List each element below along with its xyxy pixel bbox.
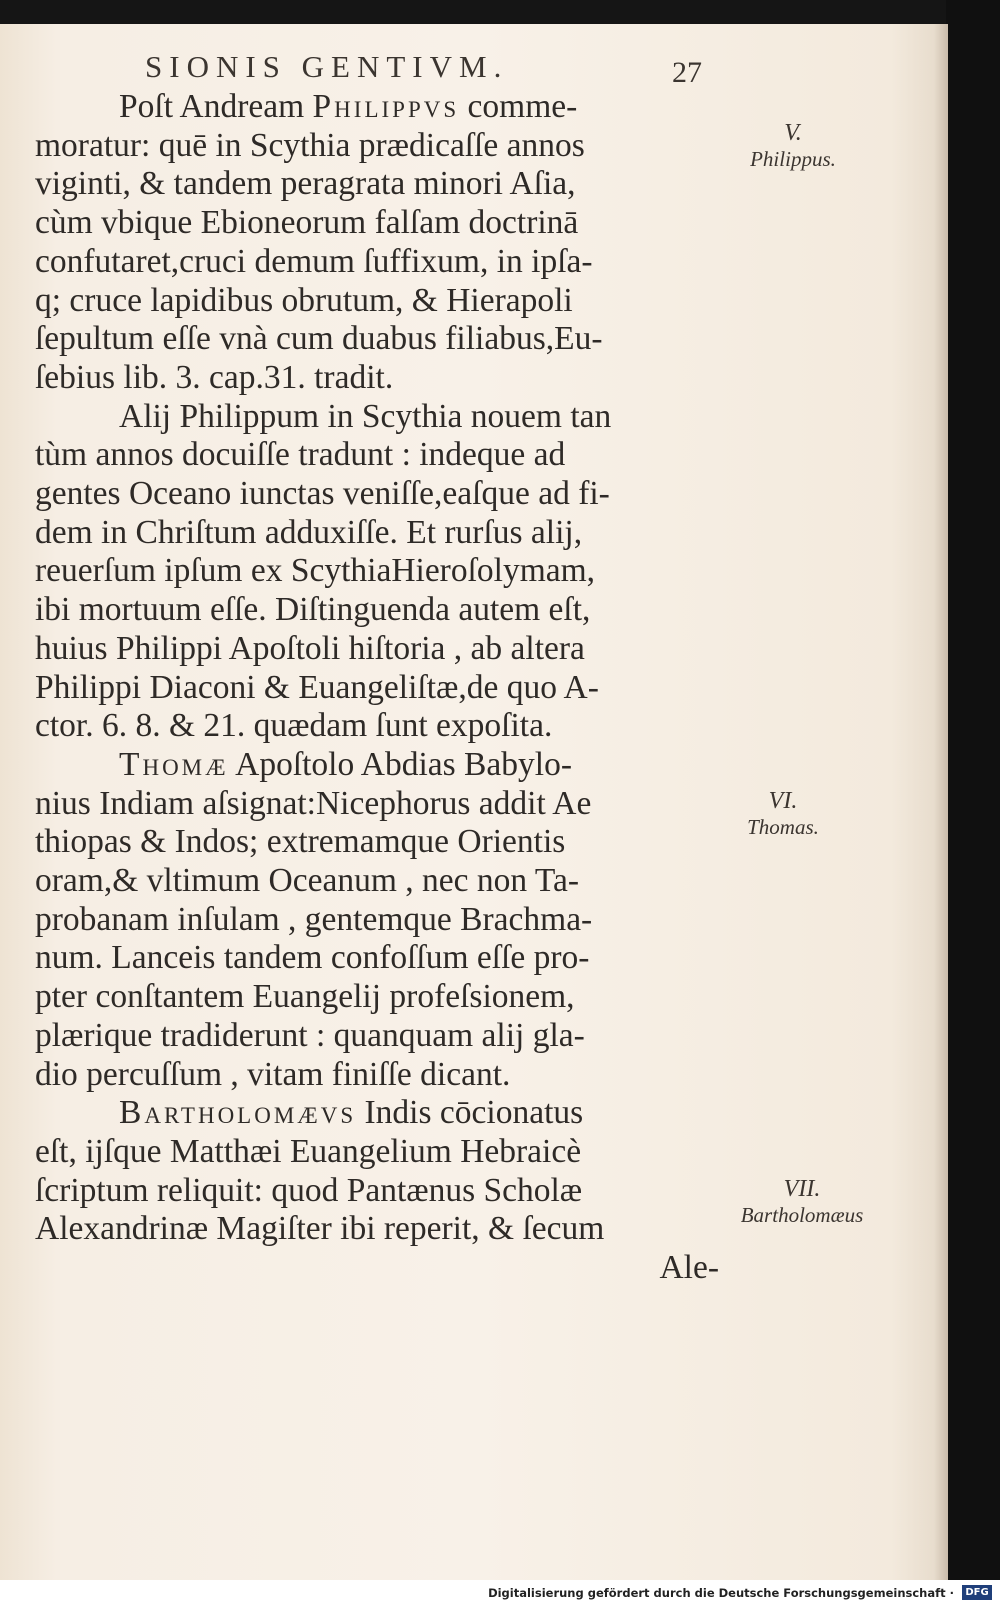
text-line-11: gentes Oceano iunctas veniſſe,eaſque ad fi- — [35, 475, 610, 513]
text-line-6: q; cruce lapidibus obrutum, & Hierapoli — [35, 281, 573, 319]
text-line-16: Philippi Diaconi & Euangeliſtæ,de quo A- — [35, 668, 599, 706]
text-line-13: reuerſum ipſum ex ScythiaHieroſolymam, — [35, 552, 596, 590]
scan-border-top — [0, 0, 1000, 26]
dfg-logo: DFG — [962, 1585, 992, 1600]
text-line-22: probanam inſulam , gentemque Brachma- — [35, 900, 593, 938]
text-line-7: ſepultum eſſe vnà cum duabus filiabus,Eu- — [35, 320, 603, 358]
text-line-8: ſebius lib. 3. cap.31. tradit. — [35, 358, 394, 396]
text-line-10: tùm annos docuiſſe tradunt : indeque ad — [35, 436, 566, 474]
text-line-17: ctor. 6. 8. & 21. quædam ſunt expoſita. — [35, 707, 553, 745]
text-line-9: Alij Philippum in Scythia nouem tan — [119, 397, 612, 435]
funding-credit: Digitalisierung gefördert durch die Deutsche Forschungsgemeinschaft · — [488, 1586, 954, 1600]
running-head: SIONIS GENTIVM. — [145, 49, 509, 84]
page-edge-shadow — [934, 24, 948, 1580]
margin-note-bartholomaeus: VII. Bartholomæus — [740, 1176, 864, 1227]
text-line-27: Bartholomævs Indis cōcionatus — [119, 1094, 584, 1132]
margin-note-thomas: VI. Thomas. — [747, 788, 819, 839]
text-line-20: thiopas & Indos; extremamque Orientis — [35, 823, 566, 861]
text-line-25: plærique tradiderunt : quanquam alij gla- — [35, 1016, 585, 1054]
name-thomas: Thomæ — [119, 745, 229, 783]
text-line-23: num. Lanceis tandem confoſſum eſſe pro- — [35, 939, 590, 977]
page-number: 27 — [672, 56, 702, 89]
text-line-15: huius Philippi Apoſtoli hiſtoria , ab altera — [35, 629, 585, 667]
text-line-2: moratur: quē in Scythia prædicaſſe annos — [35, 126, 585, 164]
text-line-28: eſt, ijſque Matthæi Euangelium Hebraicè — [35, 1132, 582, 1170]
text-line-12: dem in Chriſtum adduxiſſe. Et rurſus alij, — [35, 513, 583, 551]
text-line-5: confutaret,cruci demum ſuffixum, in ipſa- — [35, 242, 593, 280]
text-line-19: nius Indiam aſsignat:Nicephorus addit Ae — [35, 784, 592, 822]
book-page — [0, 24, 948, 1580]
catchword: Ale- — [659, 1249, 719, 1287]
text-line-14: ibi mortuum eſſe. Diſtinguenda autem eſt, — [35, 591, 591, 629]
name-bartholomaeus: Bartholomævs — [119, 1094, 357, 1132]
text-line-30: Alexandrinæ Magiſter ibi reperit, & ſecum — [35, 1210, 605, 1248]
text-line-18: Thomæ Apoſtolo Abdias Babylo- — [119, 745, 572, 783]
text-line-24: pter conſtantem Euangelij profeſsionem, — [35, 978, 575, 1016]
text-line-26: dio percuſſum , vitam finiſſe dicant. — [35, 1055, 511, 1093]
name-philippus: Philippvs — [312, 88, 460, 125]
scan-border-right — [946, 0, 1000, 1583]
text-line-29: ſcriptum reliquit: quod Pantænus Scholæ — [35, 1171, 583, 1209]
text-line-3: viginti, & tandem peragrata minori Aſia, — [35, 165, 576, 203]
margin-note-philippus: V. Philippus. — [750, 120, 836, 171]
text-line-4: cùm vbique Ebioneorum falſam doctrinā — [35, 204, 579, 242]
text-line-1: Poſt Andream Philippvs comme- — [119, 88, 578, 125]
body-text — [35, 88, 725, 1288]
text-line-21: oram,& vltimum Oceanum , nec non Ta- — [35, 862, 580, 900]
